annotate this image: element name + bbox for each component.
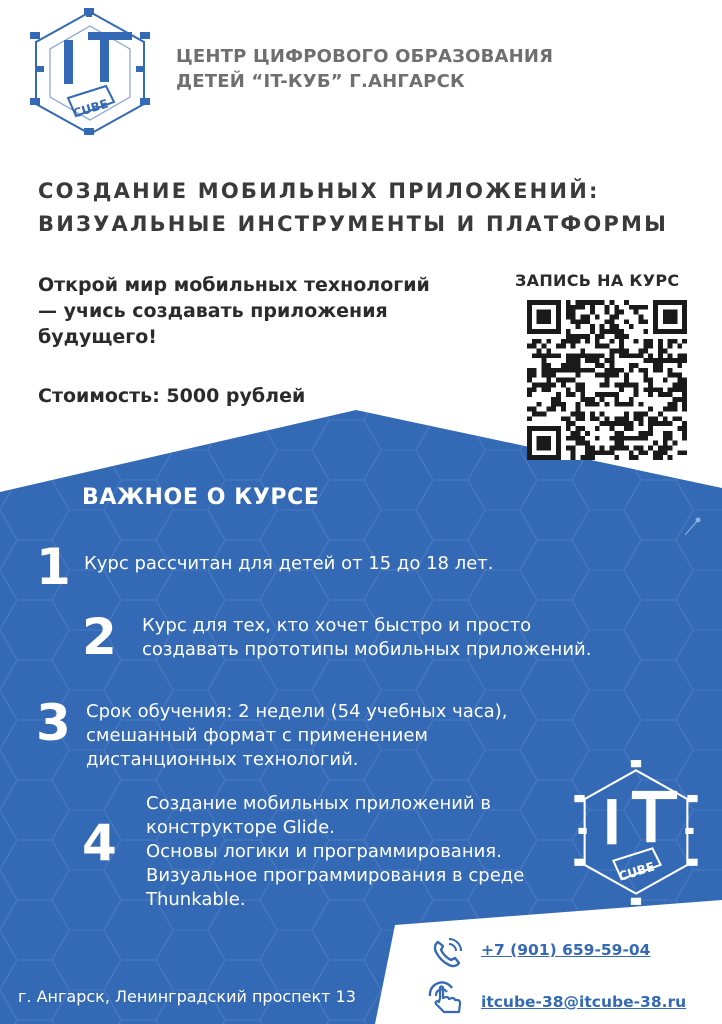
email-tap-icon	[424, 978, 470, 1018]
item-number-1: 1	[36, 538, 71, 596]
item-2-line-2: создавать прототипы мобильных приложений.	[142, 639, 592, 660]
course-title-line-2: ВИЗУАЛЬНЫЕ ИНСТРУМЕНТЫ И ПЛАТФОРМЫ	[38, 212, 669, 236]
item-3-line-2: смешанный формат с применением	[86, 725, 428, 746]
slogan-line-3: будущего!	[38, 326, 157, 348]
course-title-line-1: СОЗДАНИЕ МОБИЛЬНЫХ ПРИЛОЖЕНИЙ:	[38, 179, 600, 203]
course-price: Стоимость: 5000 рублей	[38, 385, 306, 407]
item-number-2: 2	[82, 608, 117, 666]
item-4-line-3: Основы логики и программирования.	[146, 841, 502, 862]
course-slogan	[38, 272, 498, 350]
item-1-line-1: Курс рассчитан для детей от 15 до 18 лет.	[84, 553, 494, 574]
item-4-line-2: конструкторе Glide.	[146, 817, 335, 838]
it-cube-logo-white-icon	[566, 758, 706, 908]
qr-code-icon[interactable]	[527, 300, 687, 460]
important-section-title: ВАЖНОЕ О КУРСЕ	[82, 485, 320, 510]
item-text-4	[146, 792, 524, 912]
item-2-line-1: Курс для тех, кто хочет быстро и просто	[142, 615, 532, 636]
item-4-line-1: Создание мобильных приложений в	[146, 793, 491, 814]
org-line-1: ЦЕНТР ЦИФРОВОГО ОБРАЗОВАНИЯ	[176, 46, 554, 67]
item-text-2	[142, 614, 591, 662]
it-cube-logo-icon	[22, 4, 158, 140]
email-link[interactable]: itcube-38@itcube-38.ru	[481, 993, 687, 1011]
registration-label: ЗАПИСЬ НА КУРС	[515, 271, 680, 290]
slogan-line-2: — учись создавать приложения	[38, 300, 388, 322]
item-4-line-5: Thunkable.	[146, 889, 246, 910]
item-4-line-4: Визуальное программирования в среде	[146, 865, 525, 886]
phone-link[interactable]: +7 (901) 659-59-04	[481, 941, 651, 959]
svg-text:CUBE: CUBE	[616, 859, 657, 884]
course-title	[38, 175, 668, 241]
organization-name	[176, 44, 553, 94]
item-number-3: 3	[36, 694, 71, 752]
item-number-4: 4	[82, 814, 117, 872]
phone-icon	[430, 936, 464, 970]
item-text-1	[84, 552, 494, 576]
address: г. Ангарск, Ленинградский проспект 13	[18, 987, 356, 1006]
item-3-line-1: Срок обучения: 2 недели (54 учебных часа),	[86, 701, 508, 722]
org-line-2: ДЕТЕЙ “IT-КУБ” Г.АНГАРСК	[176, 71, 465, 92]
item-text-3	[86, 700, 507, 772]
item-3-line-3: дистанционных технологий.	[86, 749, 359, 770]
svg-text:CUBE: CUBE	[71, 96, 110, 121]
slogan-line-1: Открой мир мобильных технологий	[38, 274, 430, 296]
